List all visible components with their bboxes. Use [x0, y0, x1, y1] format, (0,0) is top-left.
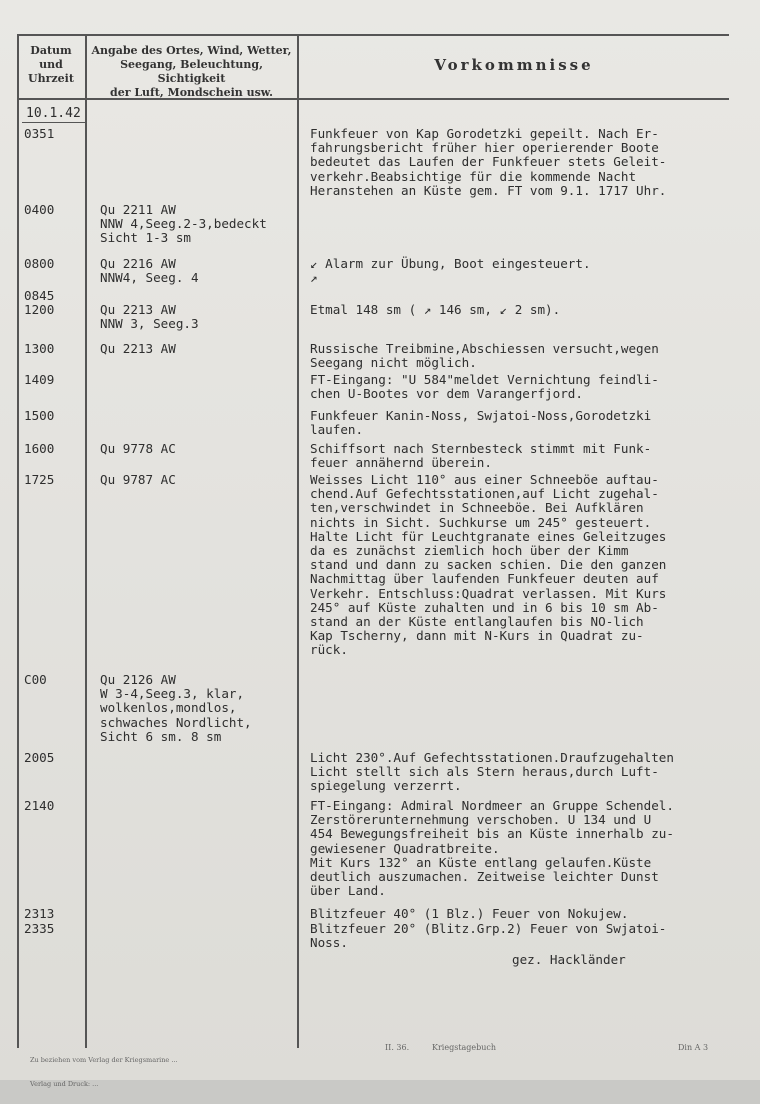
entry-event-line: Seegang nicht möglich. [310, 355, 477, 371]
entry-event-line: Licht stellt sich als Stern heraus,durch Luft- [310, 764, 659, 780]
entry-date: 10.1.42 [26, 106, 81, 121]
entry-position-line: wolkenlos,mondlos, [100, 700, 237, 716]
entry-event-line: rück. [310, 642, 348, 658]
footer-left [30, 1040, 178, 1104]
entry-position-line: Qu 2213 AW [100, 302, 176, 317]
entry-event-line: 454 Bewegungsfreiheit bis an Küste innerhalb zu- [310, 826, 674, 842]
entry-event-line: ↙ Alarm zur Übung, Boot eingesteuert. [310, 256, 591, 271]
col2-divider [297, 34, 299, 1048]
header-col-angabe [87, 44, 296, 100]
entry-event-line: Halte Licht für Leuchtgranate eines Geleitzuges [310, 528, 667, 544]
entry-event-line: Nachmittag über laufenden Funkfeuer deuten auf [310, 571, 659, 587]
entry-event-line: Blitzfeuer 20° (Blitz.Grp.2) Feuer von Swjatoi- [310, 921, 667, 936]
entry-event-line: Schiffsort nach Sternbesteck stimmt mit Funk- [310, 441, 652, 456]
entry-event-line: Blitzfeuer 40° (1 Blz.) Feuer von Nokujew. [310, 906, 629, 921]
entry-event-line: über Land. [310, 883, 386, 899]
footer-form-number: II. 36. [385, 1043, 410, 1052]
header-datum-line1: Datum [30, 44, 72, 57]
entry-position-line: W 3-4,Seeg.3, klar, [100, 686, 245, 702]
entry-event-line: Funkfeuer Kanin-Noss, Swjatoi-Noss,Gorodetzki [310, 408, 652, 423]
entry-time: 2335 [24, 921, 55, 936]
header-angabe-line1: Angabe des Ortes, Wind, Wetter, [91, 44, 292, 57]
entry-time: C00 [24, 672, 47, 687]
entry-time: 2140 [24, 798, 55, 813]
left-border [17, 34, 19, 1048]
entry-time: 2313 [24, 906, 55, 921]
entry-event-line: fahrungsbericht früher hier operierender Boote [310, 140, 659, 156]
entry-event-line: bedeutet das Laufen der Funkfeuer stets Geleit- [310, 154, 667, 170]
entry-time: 1725 [24, 472, 55, 487]
entry-event-line: Funkfeuer von Kap Gorodetzki gepeilt. Nach Er- [310, 126, 659, 141]
entry-event-line: gewiesener Quadratbreite. [310, 840, 500, 856]
header-datum-line3: Uhrzeit [28, 72, 74, 85]
entry-event-line: ten,verschwindet in Schneeböe. Bei Aufklären [310, 500, 644, 516]
entry-event-line: verkehr.Beabsichtige für die kommende Nacht [310, 168, 637, 184]
entry-event-line: deutlich auszumachen. Zeitweise leichter Dunst [310, 869, 659, 884]
entry-time: 0351 [24, 126, 55, 141]
entry-position-line: NNW4, Seeg. 4 [100, 270, 199, 286]
entry-event-line: Mit Kurs 132° an Küste entlang gelaufen.Küste [310, 854, 652, 870]
entry-event-line: Noss. [310, 935, 348, 951]
entry-time: 1200 [24, 302, 55, 317]
entry-event-line: Russische Treibmine,Abschiessen versucht,wegen [310, 341, 659, 356]
entry-event-line: stand und dann zu sacken schien. Die den ganzen [310, 557, 667, 573]
entry-time: 0845 [24, 288, 55, 303]
entry-position-line: Sicht 1-3 sm [100, 230, 191, 246]
entry-event-line: chend.Auf Gefechtsstationen,auf Licht zugehal- [310, 486, 659, 502]
signature: gez. Hackländer [512, 952, 626, 967]
entry-position-line: Qu 2216 AW [100, 256, 176, 271]
entry-event-line: FT-Eingang: "U 584"meldet Vernichtung feindli- [310, 372, 659, 387]
entry-event-line: Etmal 148 sm ( ↗ 146 sm, ↙ 2 sm). [310, 302, 561, 317]
entry-event-line: chen U-Bootes vor dem Varangerfjord. [310, 386, 583, 402]
footer-form-title: Kriegstagebuch [432, 1043, 497, 1052]
entry-position-line: Qu 2126 AW [100, 672, 176, 687]
header-col-datum [18, 44, 84, 86]
footer-paper-size: Din A 3 [678, 1043, 709, 1052]
entry-position-line: schwaches Nordlicht, [100, 714, 252, 730]
entry-time: 1500 [24, 408, 55, 423]
entry-event-line: da es zunächst ziemlich hoch über der Kimm [310, 543, 629, 558]
entry-event-line: 245° auf Küste zuhalten und in 6 bis 10 sm Ab- [310, 599, 659, 615]
entry-event-line: Verkehr. Entschluss:Quadrat verlassen. Mit Kurs [310, 585, 667, 601]
entry-position-line: Sicht 6 sm. 8 sm [100, 728, 222, 744]
entry-position-line: Qu 9778 AC [100, 441, 176, 456]
entry-time: 0800 [24, 256, 55, 271]
entry-time: 1409 [24, 372, 55, 387]
footer-left-line2: Verlag und Druck: ... [30, 1080, 99, 1088]
entry-time: 0400 [24, 202, 55, 217]
header-datum-line2: und [39, 58, 63, 71]
entry-time: 2005 [24, 750, 55, 765]
entry-event-line: ↗ [310, 270, 318, 286]
entry-event-line: Licht 230°.Auf Gefechtsstationen.Draufzugehalten [310, 750, 674, 765]
footer-left-line1: Zu beziehen vom Verlag der Kriegsmarine ... [30, 1056, 178, 1064]
header-angabe-line3: der Luft, Mondschein usw. [110, 86, 273, 99]
entry-event-line: spiegelung verzerrt. [310, 778, 462, 794]
entry-event-line: Zerstörerunternehmung verschoben. U 134 und U [310, 812, 652, 828]
entry-position-line: Qu 9787 AC [100, 472, 176, 487]
entry-position-line: NNW 4,Seeg.2-3,bedeckt [100, 216, 267, 232]
header-angabe-line2: Seegang, Beleuchtung, Sichtigkeit [120, 58, 263, 85]
entry-event-line: FT-Eingang: Admiral Nordmeer an Gruppe Schendel. [310, 798, 674, 813]
entry-event-line: Kap Tscherny, dann mit N-Kurs in Quadrat zu- [310, 628, 644, 644]
entry-time: 1300 [24, 341, 55, 356]
entry-time: 1600 [24, 441, 55, 456]
entry-event-line: feuer annähernd überein. [310, 455, 492, 471]
entry-event-line: Weisses Licht 110° aus einer Schneeböe auftau- [310, 472, 659, 487]
entry-event-line: nichts in Sicht. Suchkurse um 245° gesteuert. [310, 514, 652, 530]
entry-position-line: NNW 3, Seeg.3 [100, 316, 199, 332]
entry-event-line: Heranstehen an Küste gem. FT vom 9.1. 1717 Uhr. [310, 182, 667, 198]
header-top-rule [17, 34, 729, 36]
entry-event-line: laufen. [310, 422, 364, 438]
date-underline [22, 122, 86, 123]
entry-position-line: Qu 2211 AW [100, 202, 176, 217]
entry-event-line: stand an der Küste entlanglaufen bis NO-lich [310, 614, 644, 629]
col1-divider [85, 34, 87, 1048]
entry-position-line: Qu 2213 AW [100, 341, 176, 356]
header-col-vorkommnisse: Vorkommnisse [434, 56, 594, 74]
